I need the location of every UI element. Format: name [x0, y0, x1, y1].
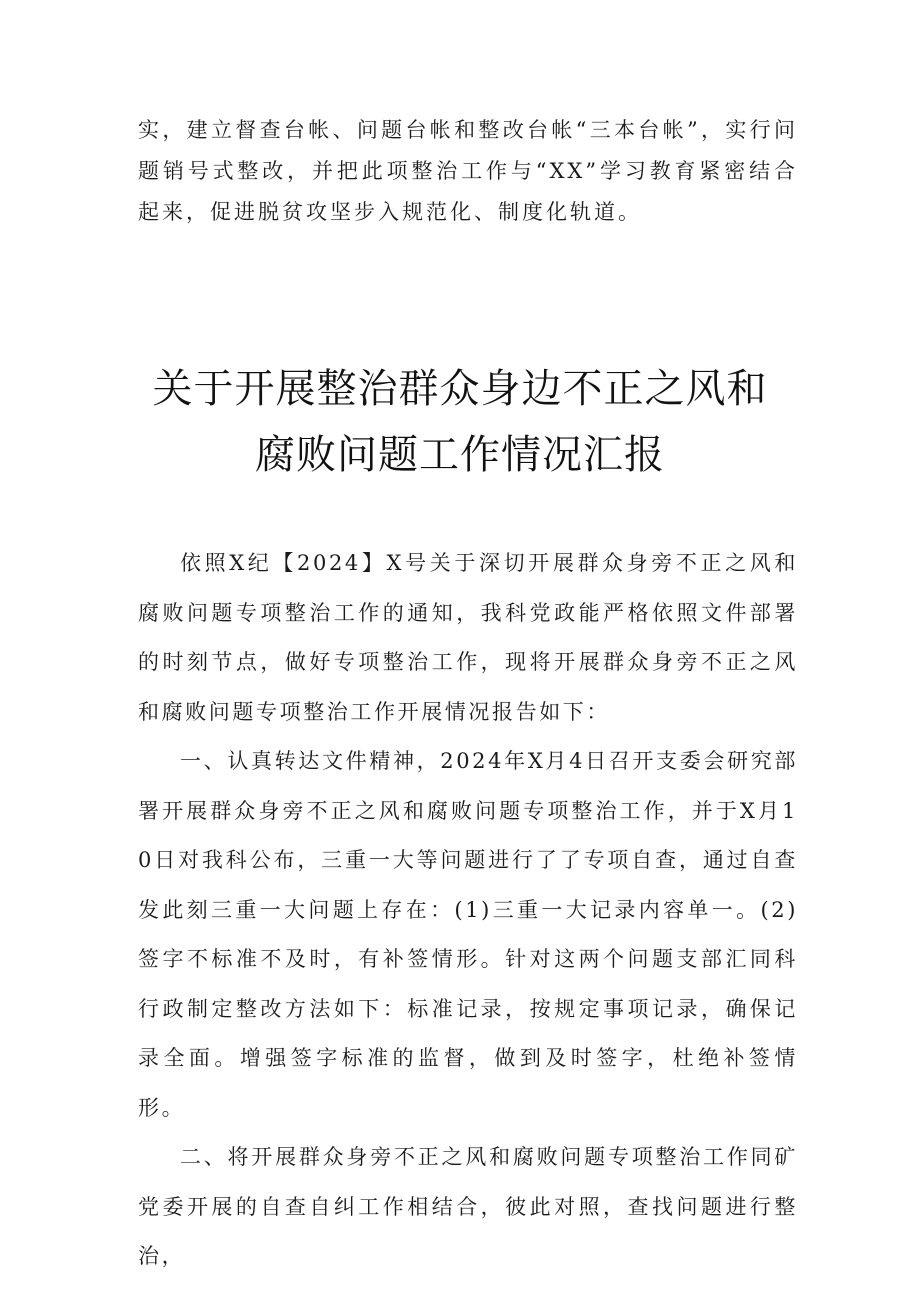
report-title-line-1: 关于开展整治群众身边不正之风和 — [152, 366, 768, 412]
continuation-paragraph: 实，建立督查台帐、问题台帐和整改台帐“三本台帐”，实行问题销号式整改，并把此项整治工作与“XX”学习教育紧密结合起来，促进脱贫攻坚步入规范化、制度化轨道。 — [138, 118, 798, 224]
body-paragraph-intro: 依照X纪【2024】X号关于深切开展群众身旁不正之风和腐败问题专项整治工作的通知，我科党政能严格依照文件部署的时刻节点，做好专项整治工作，现将开展群众身旁不正之风和腐败问题专项整治工作开展情况报告如下： — [138, 551, 798, 724]
report-title-line-2: 腐败问题工作情况汇报 — [255, 432, 665, 478]
report-title — [60, 356, 860, 488]
report-body — [138, 539, 798, 1282]
body-paragraph-section-2: 二、将开展群众身旁不正之风和腐败问题专项整治工作同矿党委开展的自查自纠工作相结合，彼此对照，查找问题进行整治， — [138, 1145, 798, 1268]
body-paragraph-section-1: 一、认真转达文件精神，2024年X月4日召开支委会研究部署开展群众身旁不正之风和腐败问题专项整治工作，并于X月10日对我科公布，三重一大等问题进行了了专项自查，通过自查发此刻三重一大问题上存在：(1)三重一大记录内容单一。(2)签字不标准不及时，有补签情形。针对这两个问题支部汇同科行政制定整改方法如下：标准记录，按规定事项记录，确保记录全面。增强签字标准的监督，做到及时签字，杜绝补签情形。 — [138, 749, 798, 1120]
